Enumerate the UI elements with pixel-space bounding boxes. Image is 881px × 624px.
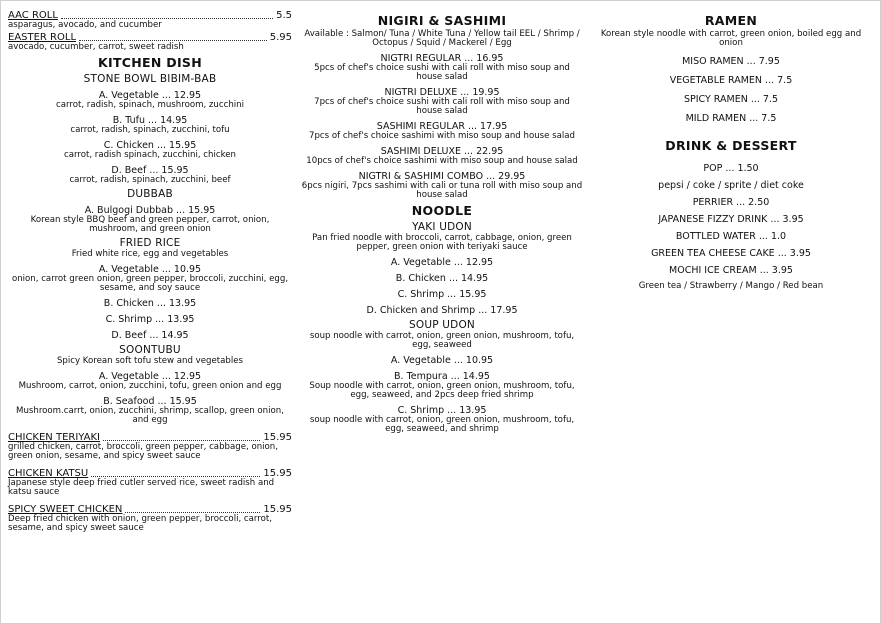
item-description: Deep fried chicken with onion, green pepper, broccoli, carrot, sesame, and spicy sweet sauce bbox=[8, 514, 273, 533]
menu-item: GREEN TEA CHEESE CAKE ... 3.95 bbox=[651, 248, 811, 259]
item-description: carrot, radish spinach, zucchini, chicken bbox=[63, 150, 236, 160]
item-description: Pan fried noodle with broccoli, carrot, cabbage, onion, green pepper, green onion with teriyaki sauce bbox=[312, 233, 572, 252]
menu-item: NIGTRI & SASHIMI COMBO ... 29.95 bbox=[358, 171, 526, 182]
item-description: grilled chicken, carrot, broccoli, green pepper, cabbage, onion, green onion, sesame, and spicy sweet sauce bbox=[8, 442, 278, 461]
item-price: 5.95 bbox=[269, 32, 292, 43]
item-description: carrot, radish, spinach, zucchini, tofu bbox=[70, 125, 230, 135]
menu-item: PERRIER ... 2.50 bbox=[692, 197, 770, 208]
menu-item: NIGTRI DELUXE ... 19.95 bbox=[384, 87, 500, 98]
dot-leader bbox=[79, 40, 267, 41]
menu-item: A. Vegetable ... 10.95 bbox=[98, 264, 202, 275]
item-description: Fried white rice, egg and vegetables bbox=[71, 249, 229, 259]
item-name: SPICY SWEET CHICKEN bbox=[8, 504, 123, 515]
menu-item: SASHIMI DELUXE ... 22.95 bbox=[380, 146, 504, 157]
menu-item: D. Chicken and Shrimp ... 17.95 bbox=[366, 305, 518, 316]
menu-item: B. Chicken ... 14.95 bbox=[395, 273, 489, 284]
dot-leader bbox=[61, 18, 273, 19]
subsection-title: YAKI UDON bbox=[412, 221, 472, 233]
item-description: 5pcs of chef's choice sushi with cali roll with miso soup and house salad bbox=[314, 63, 570, 82]
available-fish-list: Available : Salmon/ Tuna / White Tuna / Yellow tail EEL / Shrimp / Octopus / Squid / Mackerel / Egg bbox=[304, 29, 580, 48]
menu-item: A. Vegetable ... 10.95 bbox=[390, 355, 494, 366]
menu-item: SASHIMI REGULAR ... 17.95 bbox=[376, 121, 508, 132]
menu-item: MILD RAMEN ... 7.5 bbox=[685, 113, 777, 124]
menu-item: BOTTLED WATER ... 1.0 bbox=[675, 231, 787, 242]
item-description: soup noodle with carrot, onion, green onion, mushroom, tofu, egg, seaweed, and shrimp bbox=[309, 415, 575, 434]
item-description: carrot, radish, spinach, zucchini, beef bbox=[69, 175, 231, 185]
menu-item: A. Vegetable ... 12.95 bbox=[98, 90, 202, 101]
subsection-title: DUBBAB bbox=[127, 188, 173, 200]
item-description: onion, carrot green onion, green pepper, broccoli, zucchini, egg, sesame, and soy sauce bbox=[11, 274, 289, 293]
item-description: avocado, cucumber, carrot, sweet radish bbox=[8, 42, 184, 52]
menu-item: B. Chicken ... 13.95 bbox=[103, 298, 197, 309]
item-price: 15.95 bbox=[263, 504, 292, 515]
menu-item: B. Tempura ... 14.95 bbox=[394, 371, 490, 382]
menu-item: SPICY RAMEN ... 7.5 bbox=[683, 94, 779, 105]
item-description: carrot, radish, spinach, mushroom, zucchini bbox=[55, 100, 245, 110]
section-title: DRINK & DESSERT bbox=[665, 138, 797, 153]
item-description: 7pcs of chef's choice sashimi with miso soup and house salad bbox=[309, 131, 575, 141]
menu-item: JAPANESE FIZZY DRINK ... 3.95 bbox=[658, 214, 804, 225]
subsection-title: STONE BOWL BIBIM-BAB bbox=[83, 73, 217, 85]
menu-item: B. Tufu ... 14.95 bbox=[112, 115, 188, 126]
menu-item: C. Shrimp ... 13.95 bbox=[397, 405, 487, 416]
item-description: Japanese style deep fried cutler served rice, sweet radish and katsu sauce bbox=[8, 478, 275, 497]
item-description: Mushroom, carrot, onion, zucchini, tofu, green onion and egg bbox=[18, 381, 282, 391]
menu-item: C. Shrimp ... 15.95 bbox=[397, 289, 487, 300]
menu-item: D. Beef ... 14.95 bbox=[111, 330, 189, 341]
menu-item: C. Chicken ... 15.95 bbox=[103, 140, 197, 151]
item-description: asparagus, avocado, and cucumber bbox=[8, 20, 162, 30]
subsection-title: SOONTUBU bbox=[119, 344, 181, 356]
item-price: 5.5 bbox=[276, 10, 292, 21]
section-title: RAMEN bbox=[704, 13, 758, 28]
subsection-title: FRIED RICE bbox=[119, 237, 181, 249]
menu-item: POP ... 1.50 bbox=[703, 163, 759, 174]
menu-item: A. Vegetable ... 12.95 bbox=[98, 371, 202, 382]
item-description: Korean style BBQ beef and green pepper, carrot, onion, mushroom, and green onion bbox=[30, 215, 270, 234]
item-description: Green tea / Strawberry / Mango / Red bean bbox=[638, 281, 824, 291]
section-title: NOODLE bbox=[411, 203, 473, 218]
menu-column-right bbox=[590, 10, 872, 293]
menu-item: A. Vegetable ... 12.95 bbox=[390, 257, 494, 268]
item-description: Spicy Korean soft tofu stew and vegetables bbox=[56, 356, 244, 366]
item-description: 7pcs of chef's choice sushi with cali roll with miso soup and house salad bbox=[314, 97, 570, 116]
menu-item: D. Beef ... 15.95 bbox=[111, 165, 189, 176]
menu-item-detail: pepsi / coke / sprite / diet coke bbox=[658, 180, 804, 191]
item-description: 6pcs nigiri, 7pcs sashimi with cali or tuna roll with miso soup and house salad bbox=[301, 181, 583, 200]
item-price: 15.95 bbox=[263, 432, 292, 443]
menu-item: C. Shrimp ... 13.95 bbox=[105, 314, 195, 325]
item-name: CHICKEN KATSU bbox=[8, 468, 89, 479]
menu-item: MOCHI ICE CREAM ... 3.95 bbox=[669, 265, 793, 276]
menu-column-left bbox=[8, 10, 292, 535]
item-name: EASTER ROLL bbox=[8, 32, 77, 43]
menu-item: A. Bulgogi Dubbab ... 15.95 bbox=[84, 205, 216, 216]
dot-leader bbox=[103, 440, 260, 441]
subsection-title: SOUP UDON bbox=[409, 319, 475, 331]
item-description: Mushroom.carrt, onion, zucchini, shrimp, scallop, green onion, and egg bbox=[16, 406, 284, 425]
dot-leader bbox=[91, 476, 260, 477]
item-description: Soup noodle with carrot, onion, green onion, mushroom, tofu, egg, seaweed, and 2pcs deep fried shrimp bbox=[309, 381, 575, 400]
dot-leader bbox=[125, 512, 260, 513]
menu-item: MISO RAMEN ... 7.95 bbox=[682, 56, 780, 67]
item-price: 15.95 bbox=[263, 468, 292, 479]
item-description: Korean style noodle with carrot, green onion, boiled egg and onion bbox=[600, 29, 862, 48]
item-name: CHICKEN TERIYAKI bbox=[8, 432, 100, 443]
section-title: KITCHEN DISH bbox=[98, 55, 202, 70]
item-name: AAC ROLL bbox=[8, 10, 58, 21]
item-description: 10pcs of chef's choice sashimi with miso soup and house salad bbox=[306, 156, 578, 166]
menu-item: VEGETABLE RAMEN ... 7.5 bbox=[669, 75, 793, 86]
section-title: NIGIRI & SASHIMI bbox=[377, 13, 507, 28]
item-description: soup noodle with carrot, onion, green onion, mushroom, tofu, egg, seaweed bbox=[309, 331, 575, 350]
menu-item: B. Seafood ... 15.95 bbox=[103, 396, 197, 407]
menu-column-middle bbox=[300, 10, 584, 436]
menu-item: NIGTRI REGULAR ... 16.95 bbox=[380, 53, 504, 64]
